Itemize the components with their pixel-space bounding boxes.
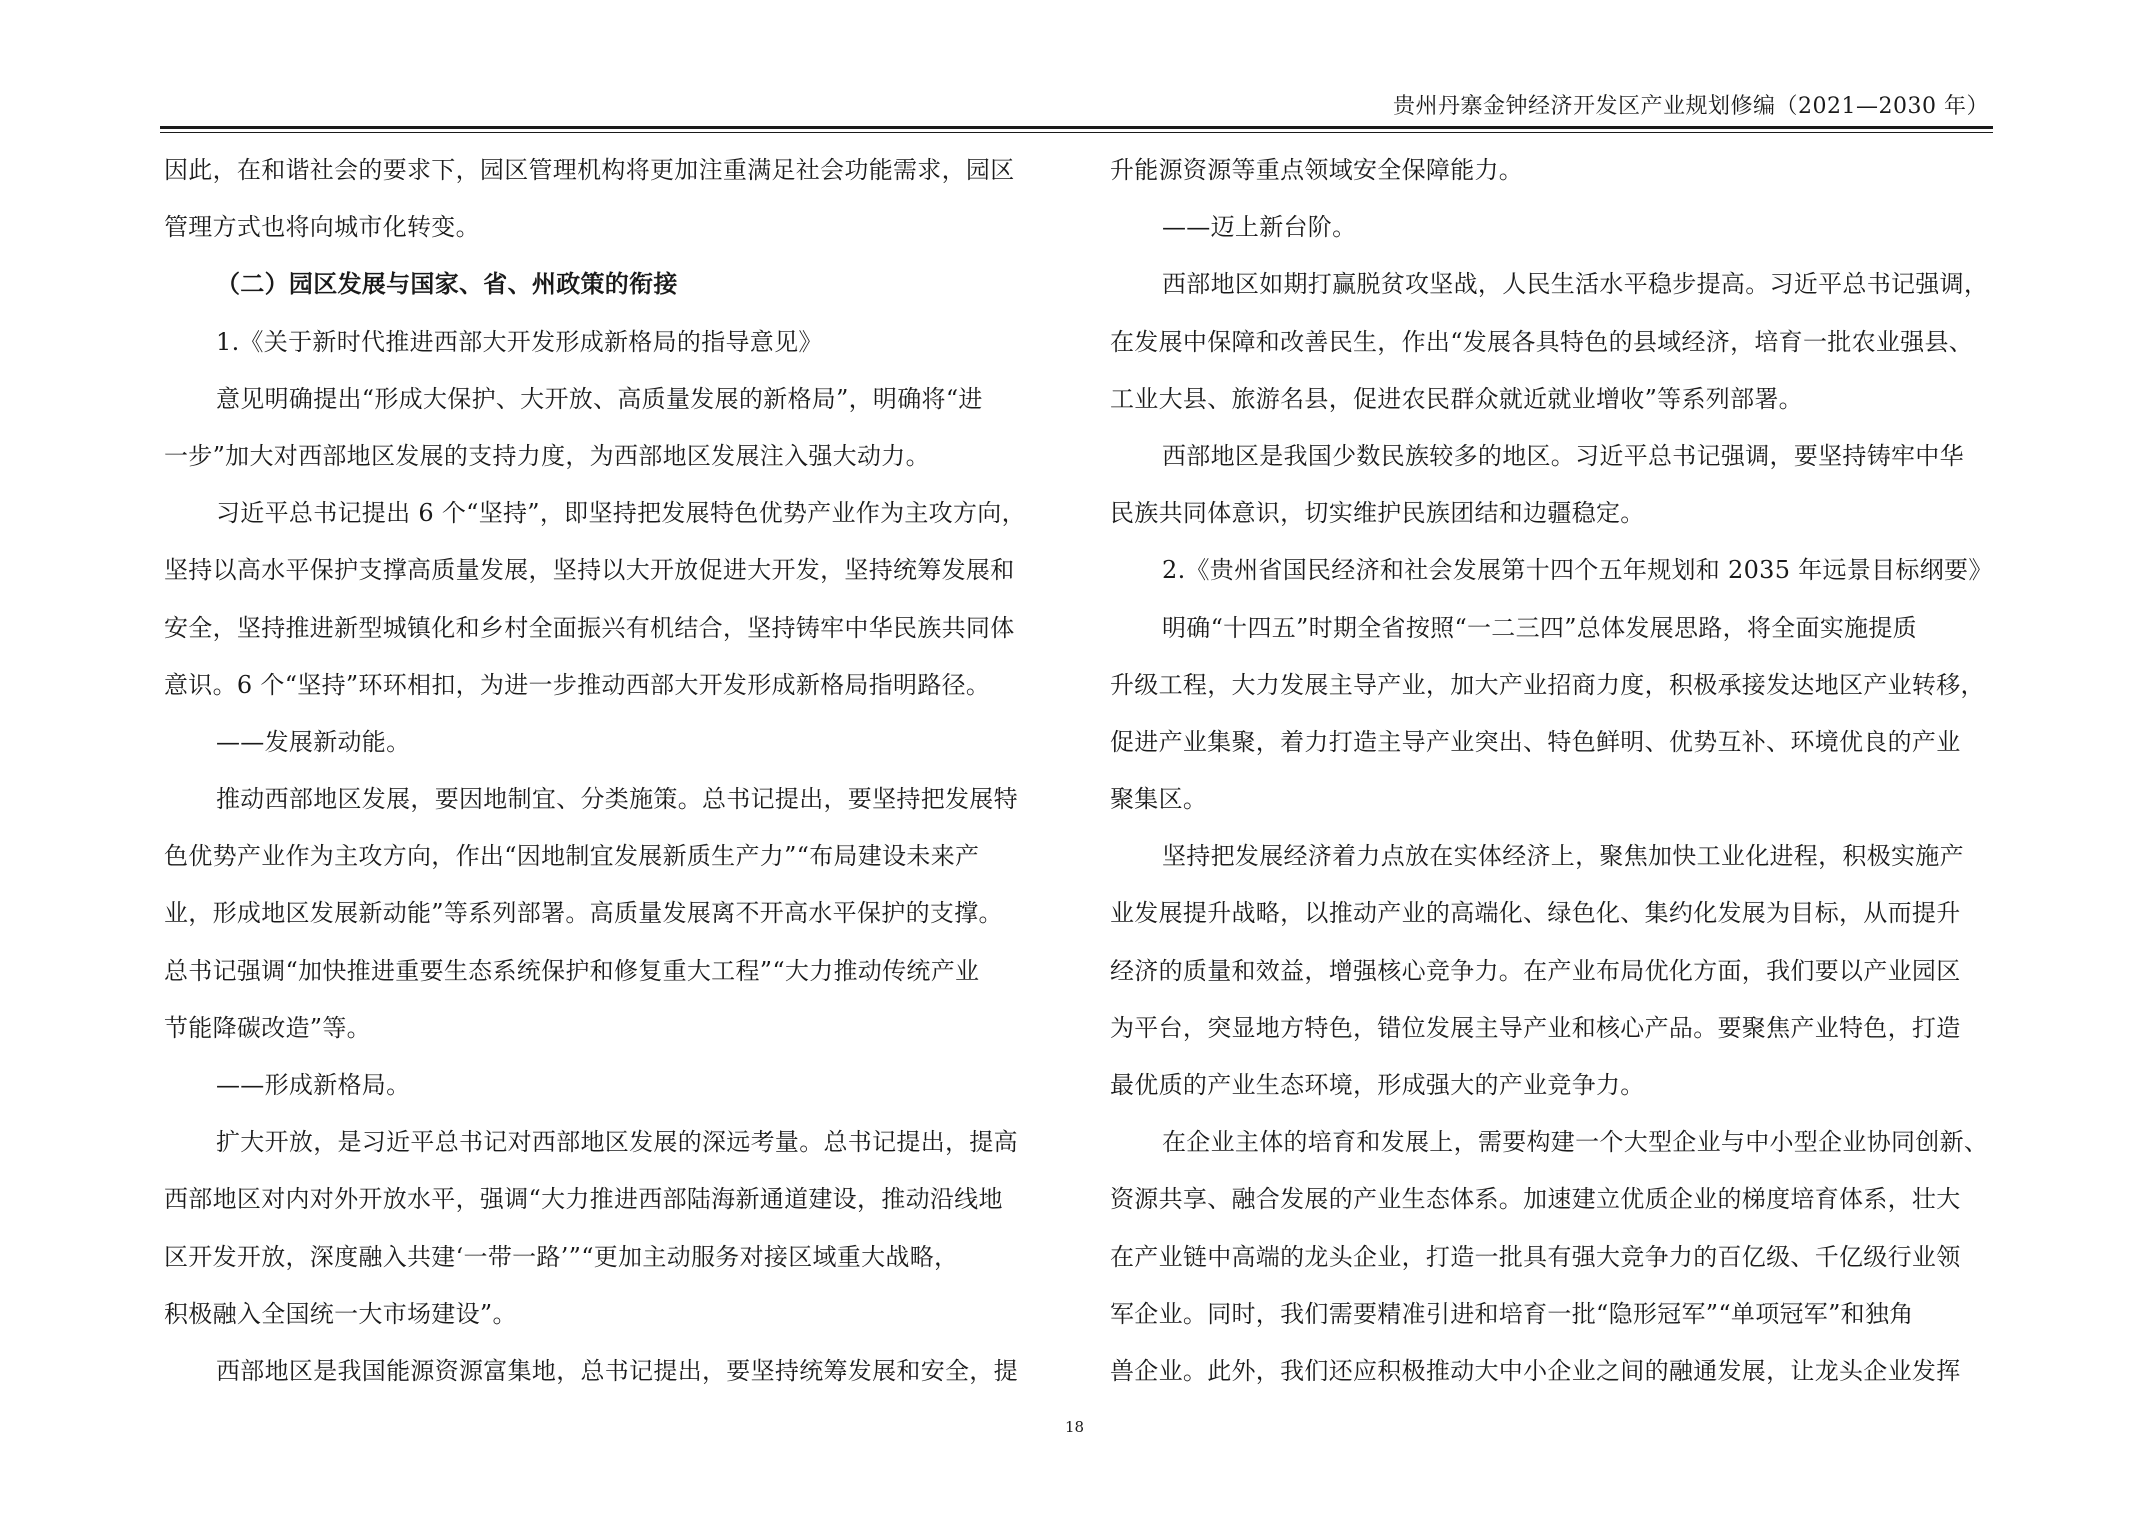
text-line: 最优质的产业生态环境，形成强大的产业竞争力。 bbox=[1110, 1071, 1645, 1099]
text-line: 升级工程，大力发展主导产业，加大产业招商力度，积极承接发达地区产业转移， bbox=[1110, 670, 1985, 699]
subsection-title: 2.《贵州省国民经济和社会发展第十四个五年规划和 2035 年远景目标纲要》 bbox=[1162, 556, 1993, 585]
text-line: 在发展中保障和改善民生，作出“发展各具特色的县域经济，培育一批农业强县、 bbox=[1110, 327, 1974, 356]
text-line: 坚持把发展经济着力点放在实体经济上，聚焦加快工业化进程，积极实施产 bbox=[1162, 842, 1964, 871]
text-line: 业，形成地区发展新动能”等系列部署。高质量发展离不开高水平保护的支撑。 bbox=[164, 899, 1003, 928]
text-line: 为平台，突显地方特色，错位发展主导产业和核心产品。要聚焦产业特色，打造 bbox=[1110, 1013, 1961, 1042]
header-rule bbox=[160, 126, 1993, 129]
page-number: 18 bbox=[1064, 1418, 1085, 1436]
text-line: 积极融入全国统一大市场建设”。 bbox=[164, 1299, 517, 1328]
text-line: 促进产业集聚，着力打造主导产业突出、特色鲜明、优势互补、环境优良的产业 bbox=[1110, 727, 1961, 756]
text-line: 区开发开放，深度融入共建‘一带一路’”“更加主动服务对接区域重大战略， bbox=[164, 1242, 959, 1271]
text-line: 工业大县、旅游名县，促进农民群众就近就业增收”等系列部署。 bbox=[1110, 384, 1803, 413]
text-line: 因此，在和谐社会的要求下，园区管理机构将更加注重满足社会功能需求，园区 bbox=[164, 156, 1015, 184]
text-line: 在企业主体的培育和发展上，需要构建一个大型企业与中小型企业协同创新、 bbox=[1162, 1128, 1989, 1157]
text-line: 聚集区。 bbox=[1110, 785, 1208, 814]
text-line: 管理方式也将向城市化转变。 bbox=[164, 213, 480, 242]
text-line: 习近平总书记提出 6 个“坚持”，即坚持把发展特色优势产业作为主攻方向， bbox=[216, 499, 1026, 528]
text-line: 色优势产业作为主攻方向，作出“因地制宜发展新质生产力”“布局建设未来产 bbox=[164, 842, 980, 871]
text-line: 在产业链中高端的龙头企业，打造一批具有强大竞争力的百亿级、千亿级行业领 bbox=[1110, 1242, 1961, 1271]
header-rule-thin bbox=[160, 132, 1993, 133]
text-line: 总书记强调“加快推进重要生态系统保护和修复重大工程”“大力推动传统产业 bbox=[164, 956, 980, 985]
text-line: 坚持以高水平保护支撑高质量发展，坚持以大开放促进大开发，坚持统筹发展和 bbox=[164, 556, 1015, 585]
text-line: 安全，坚持推进新型城镇化和乡村全面振兴有机结合，坚持铸牢中华民族共同体 bbox=[164, 613, 1015, 642]
document-header-title: 贵州丹寨金钟经济开发区产业规划修编（2021—2030 年） bbox=[1393, 94, 1989, 119]
text-line: ——形成新格局。 bbox=[216, 1071, 411, 1099]
text-line: 民族共同体意识，切实维护民族团结和边疆稳定。 bbox=[1110, 499, 1645, 528]
text-line: 扩大开放，是习近平总书记对西部地区发展的深远考量。总书记提出，提高 bbox=[216, 1128, 1018, 1157]
text-line: 升能源资源等重点领域安全保障能力。 bbox=[1110, 156, 1524, 184]
text-line: 意识。6 个“坚持”环环相扣，为进一步推动西部大开发形成新格局指明路径。 bbox=[164, 670, 991, 699]
text-line: 意见明确提出“形成大保护、大开放、高质量发展的新格局”，明确将“进 bbox=[216, 384, 983, 413]
subsection-title: 1.《关于新时代推进西部大开发形成新格局的指导意见》 bbox=[216, 327, 823, 356]
text-line: 明确“十四五”时期全省按照“一二三四”总体发展思路，将全面实施提质 bbox=[1162, 613, 1917, 642]
left-text-column bbox=[164, 142, 1069, 1400]
text-line: 一步”加大对西部地区发展的支持力度，为西部地区发展注入强大动力。 bbox=[164, 441, 930, 470]
text-line: 资源共享、融合发展的产业生态体系。加速建立优质企业的梯度培育体系，壮大 bbox=[1110, 1185, 1961, 1214]
text-line: 西部地区是我国能源资源富集地，总书记提出，要坚持统筹发展和安全，提 bbox=[216, 1356, 1018, 1385]
right-text-column bbox=[1110, 142, 2005, 1400]
text-line: 业发展提升战略，以推动产业的高端化、绿色化、集约化发展为目标，从而提升 bbox=[1110, 899, 1961, 928]
text-line: 军企业。同时，我们需要精准引进和培育一批“隐形冠军”“单项冠军”和独角 bbox=[1110, 1299, 1914, 1328]
text-line: 西部地区是我国少数民族较多的地区。习近平总书记强调，要坚持铸牢中华 bbox=[1162, 441, 1964, 470]
text-line: 节能降碳改造”等。 bbox=[164, 1013, 371, 1042]
text-line: 西部地区如期打赢脱贫攻坚战，人民生活水平稳步提高。习近平总书记强调， bbox=[1162, 270, 1989, 299]
text-line: 推动西部地区发展，要因地制宜、分类施策。总书记提出，要坚持把发展特 bbox=[216, 785, 1018, 814]
text-line: 兽企业。此外，我们还应积极推动大中小企业之间的融通发展，让龙头企业发挥 bbox=[1110, 1356, 1961, 1385]
text-line: 西部地区对内对外开放水平，强调“大力推进西部陆海新通道建设，推动沿线地 bbox=[164, 1185, 1003, 1214]
section-heading: （二）园区发展与国家、省、州政策的衔接 bbox=[216, 270, 678, 299]
text-line: ——迈上新台阶。 bbox=[1162, 213, 1357, 242]
text-line: 经济的质量和效益，增强核心竞争力。在产业布局优化方面，我们要以产业园区 bbox=[1110, 956, 1961, 985]
text-line: ——发展新动能。 bbox=[216, 727, 411, 756]
